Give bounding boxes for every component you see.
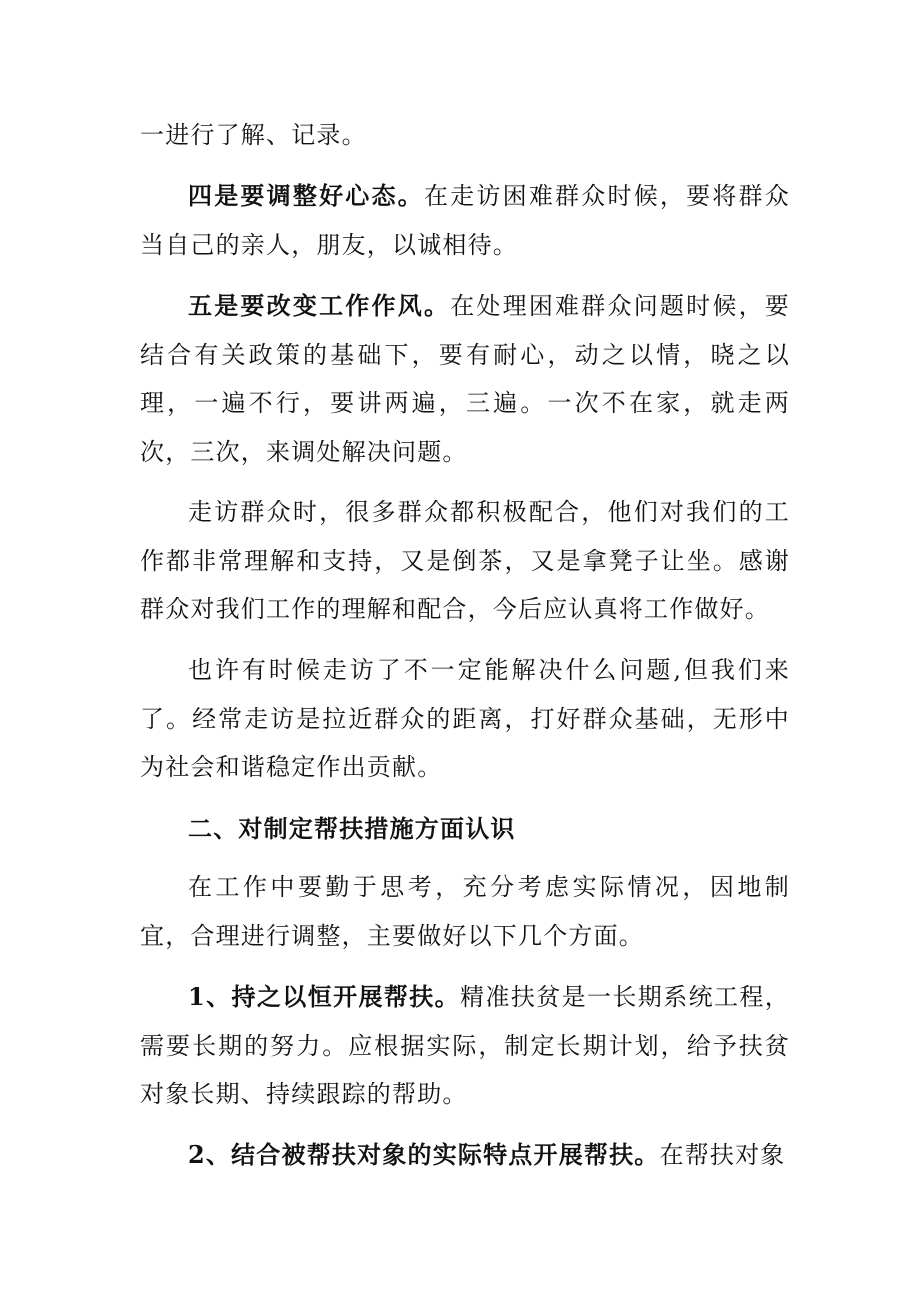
paragraph-7-text: 在帮扶对象 (659, 1141, 786, 1169)
paragraph-0-text: 一进行了解、记录。 (140, 121, 367, 149)
paragraph-work-style (140, 282, 790, 476)
paragraph-7 (140, 1131, 790, 1180)
paragraph-measure-1 (140, 973, 790, 1119)
paragraph-7-lead: 2、结合被帮扶对象的实际特点开展帮扶。 (188, 1140, 660, 1169)
paragraph-visit-value (140, 646, 790, 792)
paragraph-measure-2 (140, 1131, 790, 1180)
paragraph-6-lead: 1、持之以恒开展帮扶。 (188, 982, 461, 1011)
paragraph-4 (140, 646, 790, 792)
paragraph-5-text: 在工作中要勤于思考，充分考虑实际情况，因地制宜，合理进行调整，主要做好以下几个方面。 (140, 873, 790, 950)
paragraph-6 (140, 973, 790, 1119)
paragraph-2-text: 在处理困难群众问题时候，要结合有关政策的基础下，要有耐心，动之以情，晓之以理，一遍不行，要讲两遍，三遍。一次不在家，就走两次，三次，来调处解决问题。 (140, 292, 790, 466)
paragraph-4-text: 也许有时候走访了不一定能解决什么问题,但我们来了。经常走访是拉近群众的距离，打好群众基础，无形中为社会和谐稳定作出贡献。 (140, 656, 790, 781)
paragraph-visit-cooperation (140, 488, 790, 634)
paragraph-1-text: 在走访困难群众时候，要将群众当自己的亲人，朋友，以诚相待。 (140, 182, 790, 259)
heading-help-measures (140, 805, 790, 854)
paragraph-3-text: 走访群众时，很多群众都积极配合，他们对我们的工作都非常理解和支持，又是倒茶，又是拿凳子让坐。感谢群众对我们工作的理解和配合，今后应认真将工作做好。 (140, 498, 790, 623)
paragraph-continuation (140, 111, 790, 160)
paragraph-adjust-mindset (140, 172, 790, 269)
paragraph-0 (140, 111, 790, 160)
paragraph-1-lead: 四是要调整好心态。 (188, 181, 424, 210)
section-heading-2 (140, 805, 790, 854)
heading-help-measures-text: 二、对制定帮扶措施方面认识 (188, 814, 516, 843)
paragraph-2 (140, 282, 790, 476)
paragraph-2-lead: 五是要改变工作作风。 (188, 291, 451, 320)
paragraph-6-text: 精准扶贫是一长期系统工程，需要长期的努力。应根据实际，制定长期计划，给予扶贫对象长期、持续跟踪的帮助。 (140, 983, 790, 1108)
paragraph-1 (140, 172, 790, 269)
paragraph-intro-measures (140, 863, 790, 960)
paragraph-5 (140, 863, 790, 960)
paragraph-3 (140, 488, 790, 634)
